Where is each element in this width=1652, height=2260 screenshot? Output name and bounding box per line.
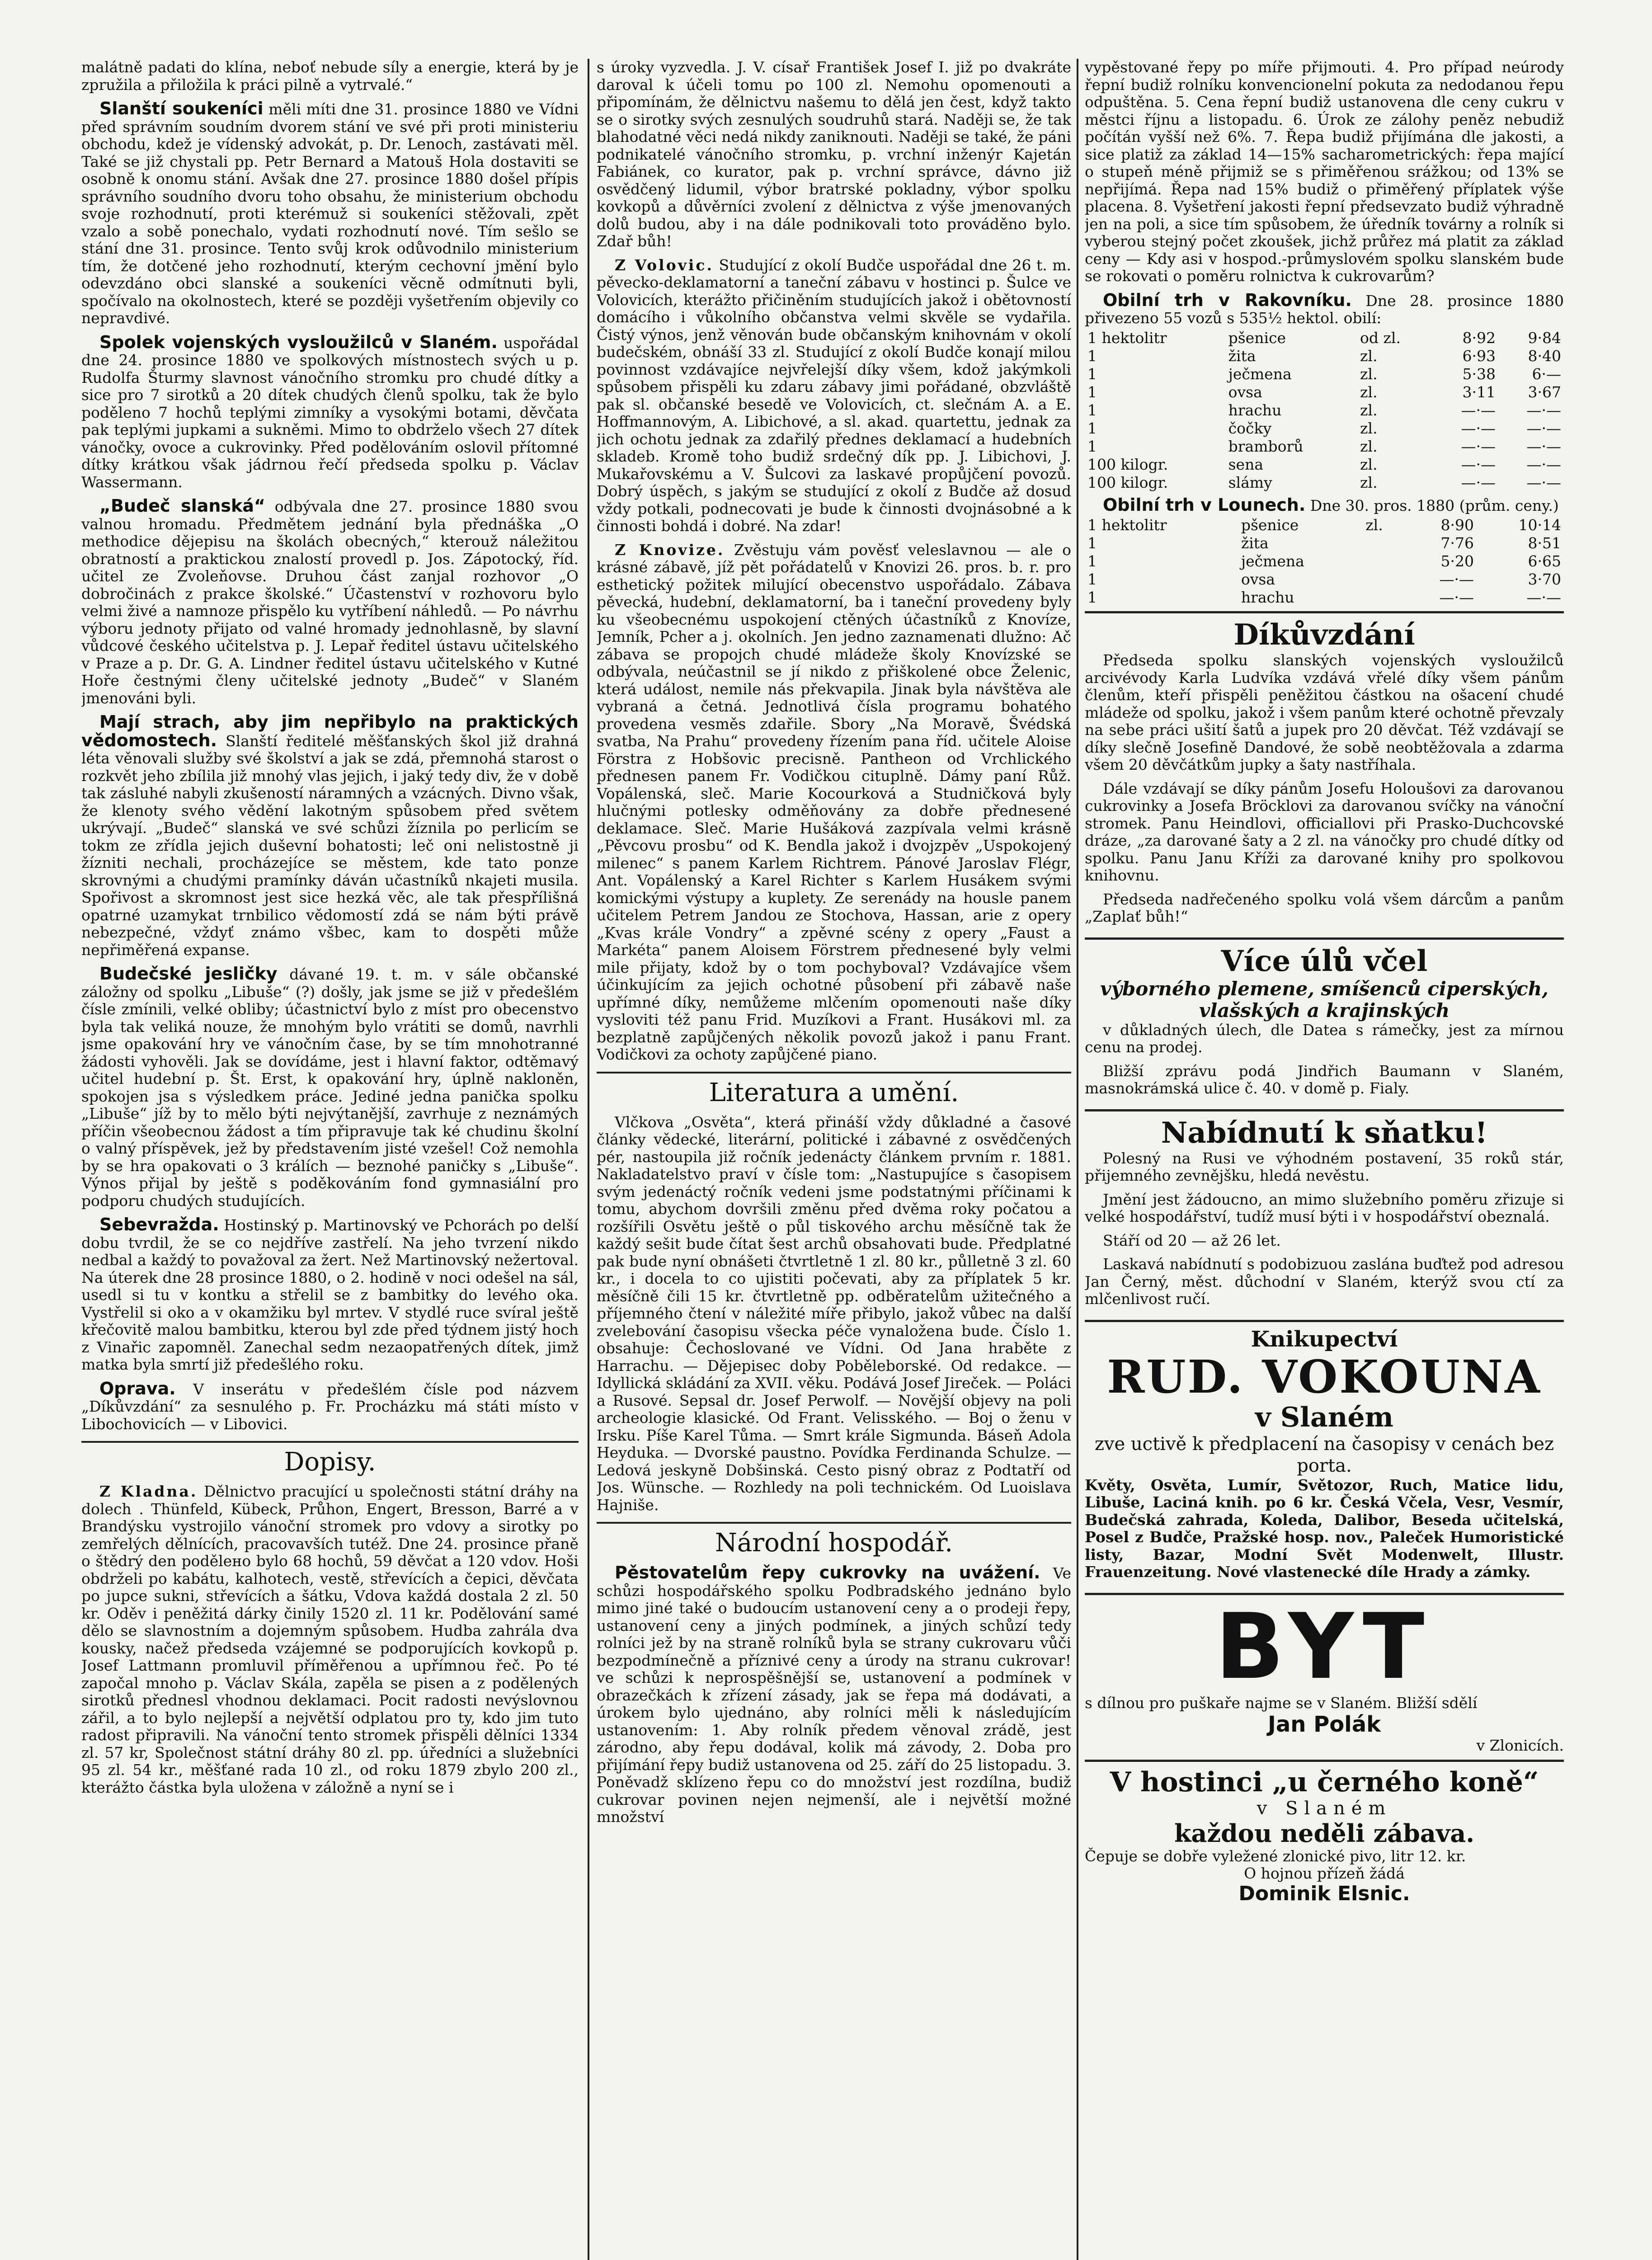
market-cell-b: —·— — [1526, 419, 1561, 437]
ad-text: s dílnou pro puškaře najme se v Slaném. Bližší sdělí — [1085, 1694, 1478, 1712]
market-cell-name: ovsa — [1228, 383, 1262, 401]
market-cell-name: hrachu — [1228, 401, 1282, 419]
news-item-pestovatelum — [597, 1564, 1071, 1826]
ad-text: Dále vzdávají se díky pánům Josefu Holoušovi za darovanou cukrovinky a Josefa Bröcklovi za darovanou svíčky na vánoční stromek. Panu Heindlovi, officiallovi při Prasko-Duchcovské dráze, „za darované šaty a 2 zl. na vánočky pro chudé dítky od spolku. Panu Janu Kříži za darované knihy pro spolkovou knihovnu. — [1085, 779, 1564, 884]
heading-volovic: Z Volovic. — [615, 256, 714, 274]
text: Studující z okolí Budče uspořádal dne 26 t. m. pěvecko-deklamatorní a taneční zábavu v hostinci p. Šulce ve Volovicích, kterážto přičiněním studujících jakož i obětovností domácího i vůkolního občanstva velmi skvěle se vydařila. Čistý výnos, jenž věnován bude občanským knihovnám v okolí budečském, obnáší 33 zl. Studující z okolí Budče konají milou povinnost vzdávajíce nejvřelejší díky všem, kdož jakýmkoli spůsobem přispěli ku zdaru zábavy jimi pořádané, obzvláště pak sl. občanské besedě ve Volovicích, ct. slečnám A. a E. Hoffmannovým, A. Libichové, a sl. akad. quartettu, jednak za jich ochotu jednak za zdařilý přednes deklamací a hudebních skladeb. Kromě toho budiž srdečný dík pp. J. Libichovi, J. Mukařovskému a V. Šulcovi za laskavé propůjčení povozů. Dobrý úspěch, s jakým se studující z okolí z Budče až dosud vždy potkali, podnecovati je bude k činnosti dvojnásobné a k činnosti bohdá i dobré. Na zdar! — [597, 256, 1071, 535]
ad-title: BYT — [1215, 1594, 1434, 1700]
market-cell-b: 3·67 — [1528, 383, 1561, 401]
ad-title: Nabídnutí k sňatku! — [1161, 1116, 1488, 1150]
news-item-spolek — [81, 334, 579, 491]
news-item-strach — [81, 713, 579, 959]
market-row — [1085, 438, 1564, 456]
market-row — [1085, 347, 1564, 365]
market-row — [1085, 552, 1564, 570]
heading-rakovnik: Obilní trh v Rakovníku. — [1103, 290, 1352, 310]
market-cell-a: —·— — [1461, 419, 1496, 437]
text: odbývala dne 27. prosince 1880 svou valnou hromadu. Předmětem jednání byla přednáška „O methodice dějepisu na školách obecných,“ kterouž náležitou obratností a praktickou znalostí provedl p. Jos. Zápotocký, říd. učitel ze Zvoleňovse. Druhou část zanjal rozhovor „O dobročinách z prakce školské.“ Účastenství v rozhovoru bylo velmi živé a namnoze přispělo ku vytříbení náhledů. — Po návrhu výboru jednoty přijato od valné hromady jednohlasně, by slavní vůdcové českého učitelstva p. J. Lepař ředitel ústavu učitelského v Praze a p. Dr. G. A. Lindner ředitel ústavu učitelského v Kutné Hoře čestnými členy učitelské jednoty „Budeč“ v Slaném jmenováni byli. — [81, 498, 579, 707]
ad-text: Laskavá nabídnutí s podobizuou zaslána buďtež pod adresou Jan Černý, měst. důchodní v Slaném, kterýž svou ctí za mlčenlivost ručí. — [1085, 1255, 1564, 1308]
ad-title: V hostinci „u černého koně“ — [1110, 1766, 1539, 1798]
ad-text: Předseda nadřečeného spolku volá všem dárcům a panům „Zaplať bůh!“ — [1085, 890, 1564, 925]
market-cell-u — [1363, 589, 1404, 607]
ad-label: Knikupectví — [1251, 1326, 1398, 1352]
market-row — [1085, 456, 1564, 474]
market-rakovnik-intro — [1085, 292, 1564, 327]
ad-text: Čepuje se dobře vyležené zlonické pivo, litr 12. kr. — [1085, 1847, 1466, 1865]
section-title-dopisy: Dopisy. — [81, 1441, 579, 1477]
market-cell-q: 1 — [1087, 419, 1097, 437]
market-cell-q: 1 hektolitr — [1087, 516, 1167, 534]
news-item-kladna — [81, 1483, 579, 1796]
ad-list: Květy, Osvěta, Lumír, Světozor, Ruch, Matice lidu, Libuše, Laciná knih. po 6 kr. Česká Včela, Vesr, Vesmír, Budečská zahrada, Koleda, Dalibor, Beseda učitelská, Posel z Budče, Pražské hosp. nov., Paleček Humoristické listy, Bazar, Modní Svět Modenwelt, Illustr. Frauenzeitung. Nové vlastenecké díle Hrady a zámky. — [1085, 1476, 1564, 1581]
market-cell-u: zl. — [1360, 365, 1378, 383]
news-item-oprava — [81, 1380, 579, 1433]
market-cell-a: —·— — [1439, 570, 1474, 588]
news-item-volovic — [597, 257, 1071, 535]
market-row — [1085, 329, 1564, 347]
news-item-knovize — [597, 541, 1071, 1064]
heading-strach: Mají strach, aby jim nepřibylo na praktických vědomostech. — [81, 712, 579, 750]
ad-place: v Zlonicích. — [1476, 1736, 1564, 1754]
market-cell-q: 1 — [1087, 552, 1097, 570]
market-cell-q: 1 hektolitr — [1087, 329, 1167, 347]
market-cell-b: 10·14 — [1518, 516, 1561, 534]
column-1 — [81, 59, 579, 2260]
market-cell-b: 8·51 — [1528, 534, 1561, 552]
market-cell-q: 1 — [1087, 365, 1097, 383]
market-cell-name: ovsa — [1241, 570, 1275, 588]
ad-subtitle: výborného plemene, smíšenců ciperských, vlašských a krajinských — [1100, 977, 1548, 1022]
heading-jeslicky: Budečské jesličky — [99, 964, 278, 984]
market-cell-q: 1 — [1087, 401, 1097, 419]
market-cell-u — [1363, 552, 1404, 570]
market-cell-a: 5·20 — [1440, 552, 1474, 570]
market-cell-a: 6·93 — [1462, 347, 1496, 365]
market-cell-name: slámy — [1228, 473, 1272, 491]
text: Hostinský p. Martinovský ve Pchorách po delší dobu tvrdil, že se co nejdříve zastřelí. Na jeho tvrzení nikdo nedbal a každý to považoval za žert. Než Martinovský nežertoval. Na úterek dne 28 prosince 1880, o 2. hodině v noci odešel na sál, usedl si tu v kontku a střelil se z bambitky do levého oka. Vystřelil si oko a v okamžiku byl mrtev. V stydlé ruce svíral ještě křečovitě malou bambitku, kterou byl zde před týdnem jistý hoch z Vinařic zapomněl. Zanechal sedm nezaopatřených dítek, jimž matka byla smrtí již předešlého roku. — [81, 1216, 579, 1373]
market-cell-name: ječmena — [1228, 365, 1292, 383]
ad-place: v Slaném — [1255, 1401, 1394, 1433]
ad-name: Jan Polák — [1267, 1711, 1381, 1737]
market-row — [1085, 570, 1564, 589]
market-cell-u: zl. — [1360, 383, 1378, 401]
text: V inserátu v předešlém čísle pod názvem „Díkůvzdání“ za sesnulého p. Fr. Procházku má státi místo v Libochovicích — v Libovici. — [81, 1380, 579, 1433]
ad-place: v Slaném — [1257, 1798, 1392, 1819]
market-cell-a: 7·76 — [1440, 534, 1474, 552]
market-row — [1085, 365, 1564, 383]
market-table-rakovnik — [1085, 329, 1564, 492]
ad-knihkupectvi — [1085, 1320, 1564, 1593]
ad-name: Dominik Elsnic. — [1238, 1882, 1410, 1905]
heading-kladna: Z Kladna. — [99, 1483, 198, 1500]
text: Dne 28. prosince 1880 přivezeno 55 vozů s 535½ hektol. obilí: — [1085, 292, 1564, 327]
ad-text: O hojnou přízeň žádá — [1244, 1864, 1405, 1882]
market-cell-b: —·— — [1526, 473, 1561, 491]
market-cell-name: žita — [1241, 534, 1269, 552]
ad-vcely — [1085, 937, 1564, 1109]
market-cell-q: 100 kilogr. — [1087, 455, 1168, 473]
market-row — [1085, 401, 1564, 419]
news-item-sebevrazda — [81, 1216, 579, 1374]
market-cell-u: zl. — [1360, 455, 1378, 473]
market-cell-u: zl. — [1360, 347, 1378, 365]
news-item-jeslicky — [81, 965, 579, 1210]
paragraph: s úroky vyzvedla. J. V. císař František Josef I. již po dvakráte daroval k účeli tomu po 100 zl. Nemohu opomenouti a připomínám, že dělnictvu našemu to dělá jen čest, když takto se o sirotky svých zesnulých soudruhů stará. Naději se, že tak blahodatné věci nedá nikdy zaniknouti. Naději se také, že páni podnikatelé vánočního stromku, p. vrchní inženýr Kajetán Fabiánek, co kurator, pak p. vrchní správce, dávno již osvědčený lidumil, výbor bratrské pokladny, výbor spolku kovkopů a důvěrníci zvolení z dělnictva z výše jmenovaných dolů budou, aby i na dále podnikovali toto prováděno bylo. Zdař bůh! — [597, 59, 1071, 250]
ad-text: zve uctivě k předplacení na časopisy v cenách bez porta. — [1094, 1433, 1554, 1476]
market-cell-name: čočky — [1228, 419, 1272, 437]
market-cell-name: pšenice — [1228, 329, 1286, 347]
market-cell-u: zl. — [1360, 401, 1378, 419]
ad-text: v důkladných úlech, dle Datea s rámečky, jest za mírnou cenu na prodej. — [1085, 1021, 1564, 1056]
market-cell-u: zl. — [1365, 516, 1383, 534]
market-louny-intro — [1085, 496, 1564, 515]
market-cell-q: 1 — [1087, 570, 1097, 588]
market-cell-a: 8·90 — [1440, 516, 1474, 534]
market-cell-a: —·— — [1439, 589, 1474, 606]
market-cell-name: sena — [1228, 455, 1264, 473]
market-cell-b: 6·65 — [1528, 552, 1561, 570]
ad-text: Předseda spolku slanských vojenských vysloužilců arcivévody Karla Ludvíka vzdává vřelé díky všem pánům členům, kteří přispěli peněžitou částkou na ošacení chudé mládeže od spolku, jakož i všem panům které ochotně převzaly na sebe práci ušití šatů a jupek pro 20 děvčat. Též vzdávají se díky slečně Josefině Dandové, že sobě neobtěžovala a zdarma všem 20 děvčátkům jupky a šaty nastříhala. — [1085, 651, 1564, 773]
text: Dělnictvo pracující u společnosti státní dráhy na dolech . Thünfeld, Kübeck, Průhon, Engert, Bresson, Barré a v Brandýsku vystrojilo vánoční stromek pro vdovy a sirotky po zemřelých dělnících, pracovavších tutéž. Dne 24. prosince přaně o štědrý den podělено bylo 68 hochů, 59 děvčat a 120 vdov. Hoši obdrželi po kabátu, kalhotech, vestě, střevících a čepici, děvčata po jupce sukni, střevících a šátku, Vdova každá dostala 2 zl. 50 kr. Oděv i peněžitá dárky činily 1520 zl. 11 kr. Podělování samé dělo se slavnostním a dojemným spůsobem. Hudba zahrála dva kousky, načež předseda vzájemné se podporujících kovkopů p. Josef Lattmann promluvil příměřenou a upřímnou řeč. Po té započal mnoho p. Václav Skála, zapěla se pisen a z podělených sirotků přednesl vhodnou deklamaci. Pocit radosti nevýslovnou zářil, a to bylo nejlepší a největší odplatou pro ty, kdo jim tuto radost připravili. Na vánoční tento stromek přispěli dělníci 1334 zl. 57 kr, Společnost státní dráhy 80 zl. pp. úředníci a služebníci 95 zl. 54 kr., měšťané rada 10 zl., od roku 1879 zbylo 200 zl., kterážto částka byla uložena v záložně a nyní se i — [81, 1483, 579, 1796]
market-cell-a: —·— — [1461, 401, 1496, 419]
heading-louny: Obilní trh v Lounech. — [1103, 494, 1306, 515]
ad-dikuvzdani — [1085, 611, 1564, 937]
ad-text: Stáří od 20 — až 26 let. — [1103, 1231, 1281, 1249]
market-cell-u: zl. — [1360, 473, 1378, 491]
ad-hostinec — [1085, 1760, 1564, 1911]
market-cell-q: 1 — [1087, 347, 1097, 365]
column-rule-2 — [1077, 59, 1078, 2260]
ad-byt — [1085, 1593, 1564, 1760]
market-cell-u — [1363, 570, 1404, 589]
market-cell-q: 1 — [1087, 437, 1097, 455]
heading-sebevrazda: Sebevražda. — [99, 1215, 219, 1234]
heading-spolek: Spolek vojenských vysloužilců v Slaném. — [99, 332, 498, 352]
market-cell-b: —·— — [1526, 455, 1561, 473]
heading-knovize: Z Knovize. — [615, 541, 725, 559]
market-cell-name: hrachu — [1241, 589, 1294, 606]
section-title-narodni-hospodar: Národní hospodář. — [597, 1522, 1071, 1558]
ad-text: každou neděli zábava. — [1174, 1818, 1475, 1848]
ad-text: Jmění jest žádoucno, an mimo služebního poměru zřizuje si velké hospodářství, tudíž musí býti i v hospodářství obeznalá. — [1085, 1190, 1564, 1225]
market-cell-name: žita — [1228, 347, 1256, 365]
market-row — [1085, 383, 1564, 401]
ad-title: RUD. VOKOUNA — [1107, 1350, 1542, 1403]
paragraph: malátně padati do klína, neboť nebude síly a energie, která by je zpružila a přiložila k práci pilně a vytrvalé.“ — [81, 59, 579, 94]
text: Slanští ředitelé měšťanských škol již drahná léta věnovali služby své školství a jak se zdá, přemnohá starost o rozkvět jeho zbílila již mnohý vlas jejich, i jaký tedy div, že v době tak zásluhé nabyli zkušeností náramných a vzácných. Divno však, že klenoty svého vědění lakotným spůsobem před světem ukrývají. „Budeč“ slanská ve své schůzi žíznila po perlicím se tokm ze zřídla jejich duševní bohatosti; leč oni nelistostně ji žízniti nechali, procházejíce se městem, kde tato ponze skrovnými a chudými pramínky dáván učastníků nkajeti musila. Spořivost a skromnost jest sice hezká věc, ale tak přespřílišná opatrné uzamykat trnbilico vědomostí zdá se nám býti právě nebezpečné, vždyť známo všbec, kam to dospěti může nepřiměřená expanse. — [81, 732, 579, 959]
market-cell-u: zl. — [1360, 419, 1378, 437]
heading-budec: „Budeč slanská“ — [99, 496, 265, 516]
market-cell-b: 8·40 — [1528, 347, 1561, 365]
text: dávané 19. t. m. v sále občanské záložny od spolku „Libuše“ (?) došly, jak jsme se již v předešlém čísle zmínili, velké obliby; účastnictví bylo z míst pro obecenstvo byla tak veliká nouze, že mnohým bylo vrátiti se domů, navrhli jsme opakování hry ve vánočním čase, by se tím mnohotranné žádosti vyhověli. Jak se dovídáme, jest i hlavní faktor, odtěmavý učitel hudební p. Št. Erst, k opakování hry, úplně nakloněn, spokojen jsa s výsledkem práce. Jediné jedna panička spolku „Libuše“ jíž by to mělo býti nejvýtanější, zavrhuje z neznámých příčin všeobecnou žádost a tím připravuje tak ké chudinu školní o valný příspěvek, jež by představením jisté vzešel! Což nemohla by se hra opakovati o 3 králích — beznohé paničky s „Libuše“. Výnos přijal by ještě s poděkováním fond gymnasiální pro podporu chudých studujících. — [81, 965, 579, 1210]
column-3 — [1085, 59, 1564, 2260]
market-cell-b: —·— — [1526, 589, 1561, 606]
market-cell-a: 5·38 — [1462, 365, 1496, 383]
market-cell-b: —·— — [1526, 401, 1561, 419]
news-item-budec — [81, 497, 579, 707]
market-cell-q: 1 — [1087, 534, 1097, 552]
text: Zvěstuju vám pověsť veleslavnou — ale o krásné zábavě, jíž pět pořádatelů v Knovizi 26. pros. b. r. pro esthetický požitek milující obecenstvo uspořádalo. Zábava pěvecká, hudební, deklamatorní, ba i taneční provedeny byly ku všeobecnému uspokojení ctěných účastníků z Knovíze, Jemník, Pcher a j. okolních. Jen jedno zaznamenati dlužno: Ač zábava se propojch chudé mládeže školy Knovízské se odbývala, neúčastnil se jí nikdo z přiškolené obce Želenic, která událost, nemile nás překvapila. Jinak byla návštěva ale vybraná a četná. Jednotlivá čísla programu bohatého provedena vesměs zdařile. Sbory „Na Moravě, Švédská svatba, Na Prahu“ provedeny řízením pana říd. učitele Aloise Förstra z Hobšovic precisně. Pantheon od Vrchlického přednesen panem Fr. Vodičkou cituplně. Dámy paní Růž. Vopálenská, sleč. Marie Kocourková a Studničková byly hlučnými potlesky odměňovány za dobře přednesené deklamace. Sleč. Marie Hušáková zazpívala velmi krásně „Pěvcovu prosbu“ od K. Bendla jakož i dvojzpěv „Uspokojený milenec“ s panem Karlem Richtrem. Pánové Jaroslav Flégr, Ant. Vopálenský a Karel Richter s Karlem Husákem svými komickými výstupy a kuplety. Ze serenády na housle panem učitelem Petrem Jandou ze Stochova, Hassan, arie z opery „Kvas krále Vondry“ a zpěvné scény z opery „Faust a Markéta“ panem Aloisem Förstrem přednesené byly velmi mile přijaty, kdož by o tom pochyboval? Vzdávajíce všem účinkujícím za jejich ochotné působení při zábavě naše upřímné díky, nemůžeme mlčením opomenouti naše díky vysloviti též panu Frid. Muzíkovi a Frant. Husákovi ml. za bezplatně zapůjčených několik povozů jakož i panu Frant. Vodičkovi za ochoty zapůjčené piano. — [597, 541, 1071, 1063]
column-rule-1 — [588, 59, 589, 2260]
market-row — [1085, 589, 1564, 607]
market-cell-q: 1 — [1087, 383, 1097, 401]
text: Dne 30. pros. 1880 (prům. ceny.) — [1310, 496, 1559, 514]
market-cell-name: bramborů — [1228, 437, 1304, 455]
ad-title: Více úlů včel — [1221, 944, 1428, 978]
news-item-slansti — [81, 100, 579, 327]
market-cell-u — [1363, 534, 1404, 552]
market-cell-u: od zl. — [1360, 329, 1401, 347]
market-cell-b: 9·84 — [1528, 329, 1561, 347]
market-table-louny — [1085, 516, 1564, 607]
market-cell-a: —·— — [1461, 437, 1496, 455]
heading-slansti: Slanští soukeníci — [99, 99, 264, 118]
ad-text: Bližší zprávu podá Jindřich Baumann v Slaném, masnokrámská ulice č. 40. v domě p. Fialy. — [1085, 1062, 1564, 1097]
section-title-literatura: Literatura a umění. — [597, 1072, 1071, 1107]
market-cell-q: 1 — [1087, 589, 1097, 606]
market-row — [1085, 474, 1564, 492]
market-row — [1085, 534, 1564, 552]
paragraph: vypěstované řepy po míře přijmouti. 4. Pro případ neúrody řepní budiž rolníku konvencionelní pokuta za nedodanou řepu odpuštěna. 5. Cena řepní budiž ustanovena dle ceny cukru v městci říjnu a listopadu. 6. Úrok ze zálohy peněz nebudiž počítán vyšší než 6%. 7. Řepa budiž přijímána dle jakosti, a sice platiž za základ 14—15% sacharometrických: řepa mající o stupeň méně přijmiž se s přiměřenou srážkou; od 13% se nepřijímá. Řepa nad 15% budiž o přiměřený příplatek výše placena. 8. Vyšetření jakosti řepní předsevzato budiž výhradně jen na poli, a sice tím spůsobem, že úředník továrny a rolník si vyberou stejný počet zkoušek, jichž průřez má platit za základ ceny — Kdy asi v hospod.-průmyslovém spolku slanském bude se rokovati o poměru rolnictva k cukrovarům? — [1085, 59, 1564, 285]
ad-snatek — [1085, 1109, 1564, 1320]
paragraph: Vlčkova „Osvěta“, která přináší vždy důkladné a časové články vědecké, literární, politické i zábavné z osvědčených pér, nastoupila již ročník jedenácty článkem prvním r. 1881. Nakladatelstvo praví v čísle tom: „Nastupujíce s časopisem svým jedenáctý ročník vedeni jsme podstatnými příčinami k tomu, abychom dovršili změnu před dvěma roky počatou a rozšířili Osvětu ještě o půl tiskového archu měsíčně tak že každý sešit bude čítat šest archů obsahovati bude. Předplatné pak bude nyní obnášeti čtvrtletně 1 zl. 80 kr., půlletně 3 zl. 60 kr., i docela to co ujistiti počevati, aby za příplatek 5 kr. měsíčně čili 15 kr. čtvrtletně pp. odběratelům užitečného a příjemného čtení v náležité míře přibylo, jakož vůbec na další zvelebování časopisu všecka péče vynaložena bude. Číslo 1. obsahuje: Čechoslované ve Vídni. Od Jana hraběte z Harrachu. — Dějepisec doby Poběleborské. Od redakce. — Idyllická skládání za XVII. věku. Podává Josef Jireček. — Poláci a Rusové. Sepsal dr. Josef Perwolf. — Novější objevy na poli archeologie klasické. Od Frant. Velisského. — Boj o ženu v Irsku. Píše Karel Tůma. — Smrt krále Sigmunda. Báseň Adola Heyduka. — Dvorské paustno. Povídka Ferdinanda Schulze. — Ledová jeskyně Dobšinská. Cesto pisný obraz z Podtatří od Jos. Wünsche. — Rozhledy na poli technickém. Od Luoislava Hajniše. — [597, 1113, 1071, 1514]
market-cell-a: —·— — [1461, 455, 1496, 473]
column-2 — [597, 59, 1071, 2260]
market-cell-a: 8·92 — [1462, 329, 1496, 347]
market-cell-b: 6·— — [1532, 365, 1561, 383]
market-cell-q: 100 kilogr. — [1087, 473, 1168, 491]
market-cell-name: pšenice — [1241, 516, 1299, 534]
market-row — [1085, 419, 1564, 438]
market-cell-a: 3·11 — [1462, 383, 1496, 401]
text: Ve schůzi hospodářského spolku Podbradského jednáno bylo mimo jiné také o budoucím ustanovení ceny a o prodeji řepy, ustanovení ceny a jiných podmínek, a jiných schůzí tedy rolníci jež by na straně rolníků byla se strany cukrovaru vůči bezpodmínečně a příznivé ceny a úrody na stranu cukrovar! ve schůzi k neprospěšnější se, ustanovení a podmínek v obrazečkách k zřízení zásady, jak se řepa má dodávati, a úrokem bylo ujednáno, aby rolníci měli k následujícím ustanovením: 1. Aby rolník předem věnoval zrádě, jest zárodno, aby řepu dodával, kolik má závody, 2. Doba pro přijímání řepy budiž ustanovena od 25. září do 25 listopadu. 3. Poněvadž sklízeno řepu co do množství jest rozdílna, budiž cukrovar povinen nejen nejmenší, ale i největší možné množství — [597, 1564, 1071, 1826]
ad-text: Polesný na Rusi ve výhodném postavení, 35 roků stár, přijemného zevnějšku, hledá nevěstu. — [1085, 1149, 1564, 1184]
market-cell-a: —·— — [1461, 473, 1496, 491]
text: měli míti dne 31. prosince 1880 ve Vídni před správním soudním dvorem stání ve své při proti ministeriu obchodu, kdež je vídenský advokát, p. Dr. Lenoch, zastávati měl. Také se již chystali pp. Petr Bernard a Matouš Hola dostaviti se osobně k onomu stání. Avšak dne 27. prosince 1880 došel přípis správního soudního dvoru toho obsahu, že ministerium obchodu svoje rozhodnutí, proti kterémuž si soukeníci stěžovali, zpět vzalo a sobě ponechalo, vydati rozhodnutí nové. Tím sešlo se stání dne 31. prosince. Tento svůj krok odůvodnilo ministerium tím, že dotčené jeho rozhodnutí, kterým cechovní jmění bylo odevzdáno obci slanské a soukeníci věcně odmítnuti byli, spočívalo na okolnostech, které se později vyšetřením objevily co nepravdivé. — [81, 100, 579, 327]
market-cell-u: zl. — [1360, 437, 1378, 455]
market-cell-name: ječmena — [1241, 552, 1304, 570]
ad-title: Díkůvzdání — [1233, 618, 1415, 652]
text: uspořádal dne 24. prosince 1880 ve spolkových místnostech svých u p. Rudolfa Šturmy slavnost vánočního stromku pro chudé dítky a sice pro 7 sirotků a 20 dítek chudých členů spolku, tak že bylo poděleno 7 hochů teplými zimníky a vysokými botami, děvčata pak teplými jupkami a sukněmi. Mimo to obdrželo všech 27 dítek vánočky, ovoce a cukrovinky. Před podělováním oslovil přítomné dítky krátkou však jádrnou řečí předseda spolku p. Václav Wassermann. — [81, 334, 579, 491]
heading-oprava: Oprava. — [99, 1378, 176, 1398]
heading-pestovatelum: Pěstovatelům řepy cukrovky na uvážení. — [615, 1563, 1040, 1582]
market-row — [1085, 516, 1564, 534]
market-cell-b: —·— — [1526, 437, 1561, 455]
market-cell-b: 3·70 — [1528, 570, 1561, 588]
